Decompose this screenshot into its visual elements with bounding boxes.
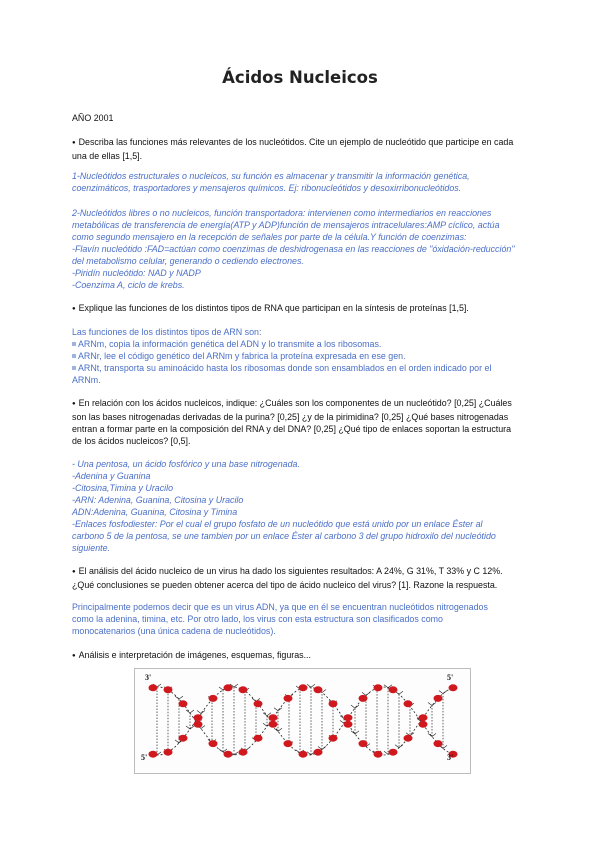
phosphate-group-strand-2	[419, 714, 428, 721]
dna-helix-drawing	[135, 669, 470, 773]
phosphate-group-strand-2	[149, 684, 158, 691]
strand-end-label-bottom-left: 5'	[141, 753, 148, 762]
year-heading: AÑO 2001	[72, 113, 114, 123]
phosphate-group-strand-2	[449, 684, 458, 691]
phosphate-group-strand-1	[149, 751, 158, 758]
phosphate-group-strand-1	[194, 714, 203, 721]
answer-3: - Una pentosa, un ácido fosfórico y una base nitrogenada. -Adenina y Guanina -Citosina,Timina y Uracilo -ARN: Adenina, Guanina, Citosina y Uracilo ADN:Adenina, Guanina, Citosina y Timina -Enlaces fosfodiester: Por el cual el grupo fosfato de un nucleótido que está unido por un enlace Éster al carbono 5 de la pentosa, se une tambien por un enlace Éster al carbono 3 del grupo hidroxilo del nucleótido siguiente.	[72, 459, 496, 553]
phosphate-group-strand-2	[359, 740, 368, 747]
answer-1-part-2: 2-Nucleótidos libres o no nucleicos, función transportadora: intervienen como intermediarios en reacciones metabólicas de transferencia de energía(ATP y ADP)función de mensajeros intracelulares:AMP cíclico, actúa como segundo mensajero en la recepción de señales por parte de la célula.Y función de coenzimas: -Flavín nucleótido :FAD=actúan como coenzimas de deshidrogenasa en las reacciones de "óxidación-reducción" del metabolismo celular, generando o cediendo electrones. -Piridín nucleótido: NAD y NADP -Coenzima A, ciclo de krebs.	[72, 208, 515, 290]
strand-end-label-bottom-right: 3'	[447, 753, 454, 762]
phosphate-group-strand-2	[374, 751, 383, 758]
list-marker-icon	[72, 342, 76, 346]
sugar-sketch	[428, 703, 436, 706]
phosphate-group-strand-1	[389, 686, 398, 693]
sugar-sketch	[351, 705, 359, 708]
phosphate-group-strand-1	[314, 749, 323, 756]
sugar-sketch	[439, 691, 447, 694]
phosphate-group-strand-2	[194, 721, 203, 728]
phosphate-group-strand-2	[344, 721, 353, 728]
phosphate-group-strand-2	[269, 714, 278, 721]
phosphate-group-strand-1	[209, 695, 218, 702]
phosphate-group-strand-1	[404, 700, 413, 707]
phosphate-group-strand-1	[419, 721, 428, 728]
phosphate-group-strand-2	[179, 700, 188, 707]
phosphate-group-strand-2	[329, 700, 338, 707]
phosphate-group-strand-1	[374, 684, 383, 691]
phosphate-group-strand-1	[224, 684, 233, 691]
phosphate-group-strand-1	[329, 735, 338, 742]
sugar-sketch	[274, 708, 282, 711]
list-marker-icon	[72, 366, 76, 370]
answer-4: Principalmente podemos decir que es un virus ADN, ya que en él se encuentran nucleótidos nitrogenados como la adenina, timina, etc. Por otro lado, los virus con esta estructura son clasificados como monocatenarios (una única cadena de nucleótidos).	[72, 602, 488, 636]
phosphate-group-strand-2	[314, 686, 323, 693]
answer-1-part-1: 1-Nucleótidos estructurales o nucleicos, su función es almacenar y transmitir la información genética, coenzimáticos, trasportadores y mensajeros químicos. Ej: ribonucleótidos y desoxirribonucleótidos.	[72, 171, 470, 193]
sugar-sketch	[197, 711, 205, 714]
question-3: ● En relación con los ácidos nucleicos, indique: ¿Cuáles son los componentes de un nucleótido? [0,25] ¿Cuáles son las bases nitrogenadas derivadas de la purina? [0,25] ¿y de la pirimidina? [0,25] ¿Qué bases nitrogenadas entran a formar parte en la composición del RNA y del DNA? [0,25] ¿Qué tipo de enlaces soportan la estructura de los ácidos nucleicos? [0,5].	[72, 397, 534, 447]
phosphate-group-strand-1	[359, 695, 368, 702]
question-5: ● Análisis e interpretación de imágenes, esquemas, figuras...	[72, 649, 534, 663]
phosphate-group-strand-1	[254, 700, 263, 707]
question-4: ● El análisis del ácido nucleico de un virus ha dado los siguientes resultados: A 24%, G 31%, T 33% y C 12%. ¿Qué conclusiones se pueden obtener acerca del tipo de ácido nucleico del virus? [1]. Razone la respuesta.	[72, 565, 534, 591]
question-2: ● Explique las funciones de los distintos tipos de RNA que participan en la síntesis de proteínas [1,5].	[72, 302, 534, 316]
phosphate-group-strand-2	[164, 686, 173, 693]
phosphate-group-strand-2	[299, 684, 308, 691]
sugar-sketch	[307, 684, 315, 687]
strand-end-label-top-left: 3'	[145, 673, 152, 682]
strand-end-label-top-right: 5'	[447, 673, 454, 682]
phosphate-group-strand-2	[254, 735, 263, 742]
phosphate-group-strand-1	[269, 721, 278, 728]
phosphate-group-strand-2	[284, 695, 293, 702]
phosphate-group-strand-2	[224, 751, 233, 758]
page-title: Ácidos Nucleicos	[222, 68, 378, 87]
phosphate-group-strand-1	[179, 735, 188, 742]
sugar-sketch	[186, 710, 194, 713]
phosphate-group-strand-2	[434, 695, 443, 702]
backbone-strand-1	[149, 687, 455, 755]
phosphate-group-strand-1	[434, 740, 443, 747]
phosphate-group-strand-1	[299, 751, 308, 758]
sugar-sketch	[175, 696, 183, 699]
answer-2: Las funciones de los distintos tipos de ARN son: ARNm, copia la información genética del ADN y lo transmite a los ribosomas. ARNr, lee el código genético del ARNm y fabrica la proteína expresada en ese gen. ARNt, transporta su aminoácido hasta los ribosomas donde son ensamblados en el orden indicado por el ARNm.	[72, 327, 492, 385]
phosphate-group-strand-1	[284, 740, 293, 747]
phosphate-group-strand-1	[239, 686, 248, 693]
phosphate-group-strand-2	[404, 735, 413, 742]
phosphate-group-strand-2	[389, 749, 398, 756]
phosphate-group-strand-2	[239, 749, 248, 756]
question-1: ● Describa las funciones más relevantes de los nucleótidos. Cite un ejemplo de nucleótido que participe en cada una de ellas [1,5].	[72, 136, 534, 162]
phosphate-group-strand-1	[164, 749, 173, 756]
phosphate-group-strand-1	[344, 714, 353, 721]
dna-double-helix-figure	[134, 668, 471, 774]
phosphate-group-strand-2	[209, 740, 218, 747]
list-marker-icon	[72, 354, 76, 358]
backbone-strand-2	[149, 687, 455, 755]
